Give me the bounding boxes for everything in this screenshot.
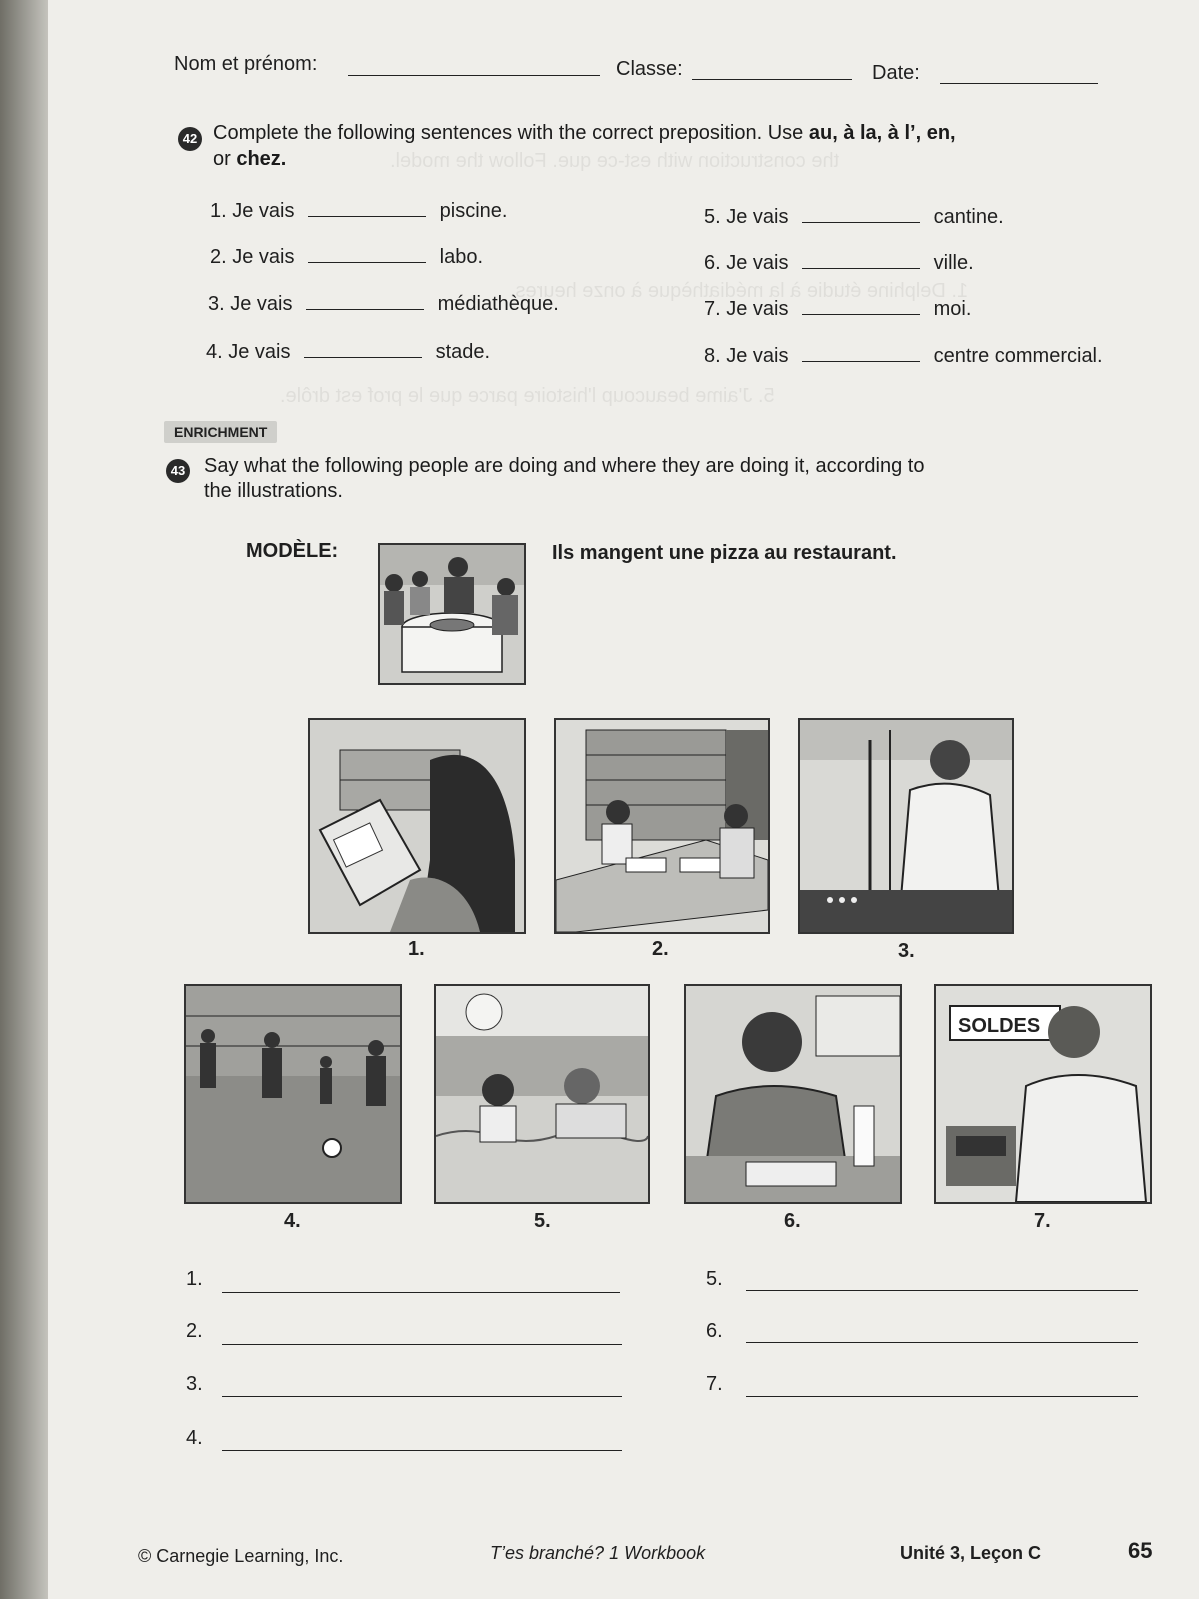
illustration-2-library [554,718,770,934]
caption-7: 7. [1034,1210,1051,1232]
illustration-7-mall [934,984,1152,1204]
exercise-item-2: 2. Je vais labo. [210,246,483,268]
name-label: Nom et prénom: [174,53,318,75]
exercise-item-3: 3. Je vais médiathèque. [208,293,559,315]
activity-42-instruction: Complete the following sentences with the correct preposition. Use au, à la, à l’, en, [213,122,956,144]
exercise-item-4: 4. Je vais stade. [206,341,491,363]
caption-5: 5. [534,1210,551,1232]
answer-line-2[interactable] [222,1344,622,1345]
exercise-item-1: 1. Je vais piscine. [210,200,508,222]
answer-blank-2[interactable] [308,262,426,263]
activity-43-instruction-line2: the illustrations. [204,480,343,502]
exercise-item-7: 7. Je vais moi. [704,298,972,320]
answer-label-7: 7. [706,1373,723,1395]
answer-label-1: 1. [186,1268,203,1290]
class-blank[interactable] [692,79,852,80]
exercise-item-6: 6. Je vais ville. [704,252,974,274]
exercise-item-8: 8. Je vais centre commercial. [704,345,1103,367]
activity-43-number: 43 [166,459,190,483]
answer-label-5: 5. [706,1268,723,1290]
caption-6: 6. [784,1210,801,1232]
illustration-3-lab [798,718,1014,934]
answer-line-3[interactable] [222,1396,622,1397]
answer-label-4: 4. [186,1427,203,1449]
answer-line-4[interactable] [222,1450,622,1451]
bleed-through: the construction with est-ce que. Follow the model. [390,150,840,172]
caption-3: 3. [898,940,915,962]
answer-blank-8[interactable] [802,361,920,362]
answer-blank-1[interactable] [308,216,426,217]
answer-line-7[interactable] [746,1396,1138,1397]
caption-1: 1. [408,938,425,960]
answer-label-3: 3. [186,1373,203,1395]
model-answer: Ils mangent une pizza au restaurant. [552,542,897,564]
answer-label-6: 6. [706,1320,723,1342]
caption-2: 2. [652,938,669,960]
answer-line-5[interactable] [746,1290,1138,1291]
model-restaurant-illustration [378,543,526,685]
model-label: MODÈLE: [246,540,339,562]
answer-blank-4[interactable] [304,357,422,358]
bleed-through: 1. Delphine étudie à la médiathèque à onze heures. [510,280,969,302]
activity-42-number: 42 [178,127,202,151]
answer-blank-7[interactable] [802,314,920,315]
page-number: 65 [1128,1538,1153,1563]
answer-blank-3[interactable] [306,309,424,310]
class-label: Classe: [616,58,683,80]
date-blank[interactable] [940,83,1098,84]
illustration-5-pool [434,984,650,1204]
bleed-through: 5. J'aime beaucoup l'histoire parce que le prof est drôle. [280,385,775,407]
answer-blank-5[interactable] [802,222,920,223]
activity-42-instruction-line2: or chez. [213,148,287,170]
answer-blank-6[interactable] [802,268,920,269]
answer-line-6[interactable] [746,1342,1138,1343]
footer-copyright: © Carnegie Learning, Inc. [138,1546,344,1566]
illustration-1-laptop [308,718,526,934]
illustration-4-soccer [184,984,402,1204]
activity-43-instruction: Say what the following people are doing and where they are doing it, according to [204,455,925,477]
enrichment-label: ENRICHMENT [164,421,277,443]
footer-unit: Unité 3, Leçon C [900,1543,1042,1563]
caption-4: 4. [284,1210,301,1232]
answer-line-1[interactable] [222,1292,620,1293]
footer-book-title: T’es branché? 1 Workbook [490,1543,706,1563]
exercise-item-5: 5. Je vais cantine. [704,206,1004,228]
soldes-sign-text: SOLDES [958,1015,1041,1037]
date-label: Date: [872,62,920,84]
answer-label-2: 2. [186,1320,203,1342]
name-blank[interactable] [348,75,600,76]
illustration-6-cafeteria [684,984,902,1204]
